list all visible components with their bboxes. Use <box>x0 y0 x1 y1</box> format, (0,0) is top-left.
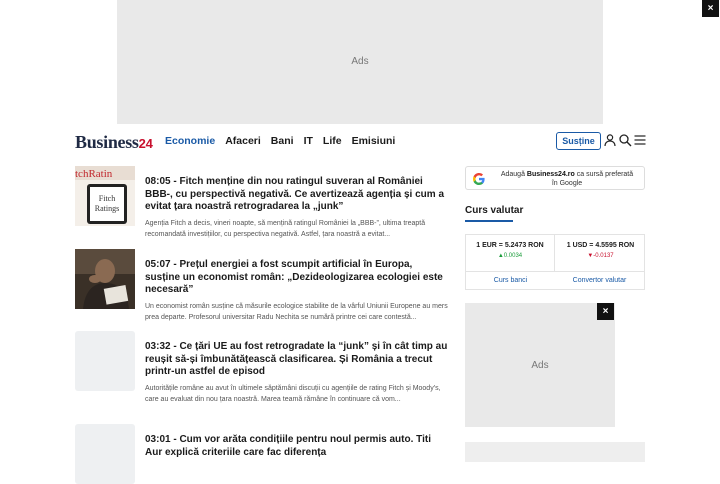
google-source-line2: în Google <box>551 180 583 187</box>
article-thumbnail[interactable] <box>75 166 135 226</box>
fx-widget <box>465 234 645 290</box>
article-title[interactable]: 03:01 - Cum vor arăta condițiile pentru noul permis auto. Titi Aur explică criteriile care fac diferența <box>145 434 431 458</box>
site-logo[interactable] <box>75 132 153 153</box>
fx-eur-rate: 1 EUR = 5.2473 RON <box>476 242 544 249</box>
logo-number: 24 <box>138 136 153 151</box>
search-icon[interactable] <box>618 133 632 147</box>
arrow-up-icon: ▲ <box>497 253 504 259</box>
google-source-suffix: ca sursă preferată <box>574 171 634 178</box>
fx-eur-change-value: 0.0034 <box>503 253 523 259</box>
article-thumbnail[interactable] <box>75 424 135 484</box>
fx-usd-change <box>556 253 645 259</box>
google-source-brand: Business24.ro <box>526 171 575 178</box>
fx-usd-rate: 1 USD = 4.5595 RON <box>566 242 635 249</box>
ad-label: Ads <box>531 360 549 371</box>
menu-icon[interactable] <box>633 133 647 147</box>
main-nav <box>165 135 395 147</box>
bank-rates-link[interactable]: Curs banci <box>493 277 528 284</box>
article-thumbnail[interactable] <box>75 331 135 391</box>
fx-eur-change <box>466 253 554 259</box>
article-excerpt: Autoritățile române au avut în ultimele săptămâni discuții cu agențiile de rating Fitch și Moody’s, care au evaluat din nou țara noastră. Marea teamă rămâne în continuare că vom... <box>145 384 441 403</box>
svg-text:tchRatin: tchRatin <box>75 168 113 180</box>
support-button[interactable]: Susține <box>556 132 601 150</box>
fitch-ratings-image <box>75 166 135 226</box>
article-excerpt: Agenția Fitch a decis, vineri noapte, să mențină ratingul României la „BBB-”, ultima treaptă recomandată investițiilor, cu perspectiva negativă. Astfel, țara noastră a evitat... <box>145 219 426 238</box>
fx-eur <box>466 235 555 271</box>
fx-usd-change-value: -0.0137 <box>593 253 614 259</box>
nav-item-afaceri[interactable]: Afaceri <box>225 135 261 147</box>
close-ad-button[interactable]: × <box>597 303 614 320</box>
currency-converter-link[interactable]: Convertor valutar <box>572 277 627 284</box>
fx-title-underline <box>465 220 513 222</box>
nav-item-emisiuni[interactable]: Emisiuni <box>351 135 396 147</box>
fx-links <box>466 271 644 290</box>
user-icon[interactable] <box>603 133 617 147</box>
svg-text:Ratings: Ratings <box>94 204 120 213</box>
nav-item-bani[interactable]: Bani <box>270 135 294 147</box>
article-title[interactable]: 03:32 - Ce țări UE au fost retrogradate la “junk” și în cât timp au reușit să-și îmbunătățească clasificarea. Și România a trecut printr-un astfel de episod <box>145 341 448 377</box>
arrow-down-icon: ▼ <box>587 253 594 259</box>
close-ad-button[interactable]: × <box>702 0 719 17</box>
worried-man-image <box>75 249 135 309</box>
side-ad-banner-2[interactable] <box>465 442 645 462</box>
article-title[interactable]: 08:05 - Fitch menține din nou ratingul suveran al României BBB-, cu perspectivă negativă. Ce avertizează agenția și cum a evitat țara noastră retrogradarea la „junk” <box>145 176 445 212</box>
article-title[interactable]: 05:07 - Prețul energiei a fost scumpit artificial în Europa, susține un economist român: „Dezideologizarea ecologiei este necesară” <box>145 259 443 295</box>
fx-title: Curs valutar <box>465 205 524 216</box>
fx-usd <box>556 235 645 271</box>
nav-item-it[interactable]: IT <box>303 135 313 147</box>
logo-text: Business <box>75 132 139 152</box>
svg-text:Fitch: Fitch <box>98 194 116 203</box>
site-header <box>75 130 647 152</box>
article-excerpt: Un economist român susține că măsurile ecologice stabilite de la vârful Uniunii Europene au mers prea departe. Profesorul universitar Radu Nechita se numără printre cei care contestă... <box>145 302 448 321</box>
ad-label: Ads <box>351 56 369 67</box>
google-source-text <box>492 170 642 188</box>
nav-item-economie[interactable]: Economie <box>165 135 216 147</box>
nav-item-life[interactable]: Life <box>322 135 342 147</box>
google-source-prefix: Adaugă <box>500 171 527 178</box>
google-icon <box>472 172 486 186</box>
google-preferred-source-button[interactable] <box>465 166 645 190</box>
top-ad-banner[interactable] <box>117 0 714 124</box>
article-thumbnail[interactable] <box>75 249 135 309</box>
side-ad-banner[interactable] <box>465 303 615 427</box>
